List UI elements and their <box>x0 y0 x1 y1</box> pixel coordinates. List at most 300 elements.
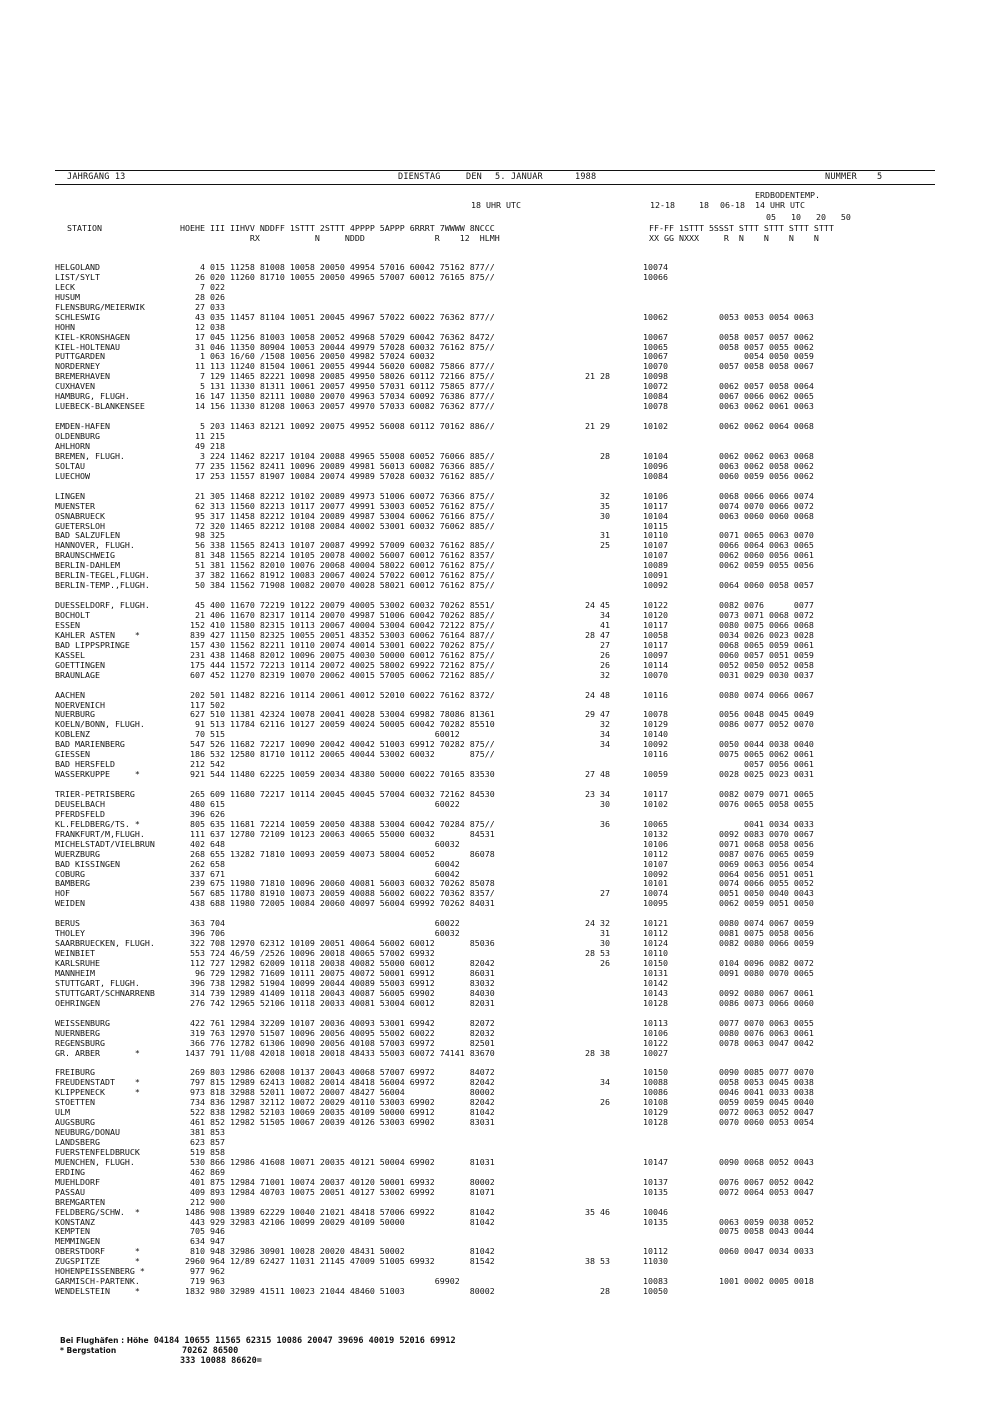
wind-gust: 28 53 <box>585 948 610 959</box>
synop-codes: 14 156 11330 81208 10063 20057 49970 57033 60082 76362 877// <box>180 401 495 412</box>
max-temp: 10116 <box>643 689 668 700</box>
soil-temps: 0068 0066 0066 0074 <box>719 490 814 501</box>
max-temp: 10117 <box>643 639 668 650</box>
soil-temps: 0058 0057 0055 0062 <box>719 341 814 352</box>
max-temp: 10147 <box>643 1156 668 1167</box>
soil-temps: 0074 0070 0066 0072 <box>719 500 814 511</box>
synop-codes: 77 235 11562 82411 10096 20089 49981 56013 60082 76366 885// <box>180 460 495 471</box>
soil-temps: 0046 0041 0033 0038 <box>719 1087 814 1098</box>
max-temp: 10104 <box>643 450 668 461</box>
synop-codes: 268 655 13282 71810 10093 20059 40073 58004 60052 86078 <box>180 848 495 859</box>
wind-gust: 21 29 <box>585 421 610 432</box>
soil-temps: 0059 0059 0045 0040 <box>719 1097 814 1108</box>
station-name: PFERDSFELD <box>55 808 105 819</box>
table-row <box>55 1049 935 1059</box>
synop-codes: 314 739 12989 41409 10118 20043 40087 56005 69902 84030 <box>180 987 495 998</box>
synop-codes: 5 203 11463 82121 10092 20075 49952 56008 60112 70162 886// <box>180 421 495 432</box>
station-name: BERLIN-DAHLEM <box>55 560 120 571</box>
soil-temps: 0072 0064 0053 0047 <box>719 1186 814 1197</box>
station-name: OSNABRUECK <box>55 510 105 521</box>
volume-label: JAHRGANG 13 <box>67 172 126 182</box>
station-name: SCHLESWIG <box>55 311 100 322</box>
soil-temps: 0062 0057 0058 0064 <box>719 381 814 392</box>
synop-codes: 49 218 <box>180 440 225 451</box>
soil-temps: 0070 0060 0053 0054 <box>719 1117 814 1128</box>
max-temp: 10112 <box>643 928 668 939</box>
station-name: NOERVENICH <box>55 699 105 710</box>
soil-temps: 0051 0050 0040 0043 <box>719 888 814 899</box>
synop-codes: 21 305 11468 82212 10102 20089 49973 51006 60072 76366 875// <box>180 490 495 501</box>
station-name: KEMPTEN <box>55 1226 90 1237</box>
station-name: WEINBIET <box>55 948 95 959</box>
synop-codes: 522 838 12982 52103 10069 20035 40109 50000 69912 81042 <box>180 1107 495 1118</box>
station-name: SOLTAU <box>55 460 85 471</box>
wind-gust: 23 34 <box>585 789 610 799</box>
station-name: KASSEL <box>55 649 85 660</box>
synop-codes: 322 708 12970 62312 10109 20051 40064 56002 60012 85036 <box>180 938 495 949</box>
synop-codes: 212 542 <box>180 759 225 770</box>
soil-temps: 0063 0062 0058 0062 <box>719 460 814 471</box>
max-temp: 10062 <box>643 311 668 322</box>
table-row <box>55 860 935 870</box>
synop-codes: 921 544 11480 62225 10059 20034 48380 50000 60022 70165 83530 <box>180 769 495 780</box>
date-label: 5. JANUAR <box>495 172 543 182</box>
synop-codes: 401 875 12984 71001 10074 20037 40120 50001 69932 80002 <box>180 1176 495 1187</box>
number-label: NUMMER <box>825 172 857 182</box>
max-temp: 10096 <box>643 460 668 471</box>
station-table <box>55 263 935 1297</box>
max-temp: 10114 <box>643 659 668 670</box>
station-name: FELDBERG/SCHW. * <box>55 1206 140 1217</box>
soil-temps: 0071 0068 0058 0056 <box>719 838 814 849</box>
synop-codes: 175 444 11572 72213 10114 20072 40025 58002 69922 72162 875// <box>180 659 495 670</box>
soil-temps: 0081 0075 0058 0056 <box>719 928 814 939</box>
max-temp: 10104 <box>643 510 668 521</box>
soil-temps: 0082 0080 0066 0059 <box>719 938 814 949</box>
table-row <box>55 512 935 522</box>
max-temp: 10102 <box>643 421 668 432</box>
soil-temps: 0068 0065 0059 0061 <box>719 639 814 650</box>
max-temp: 10058 <box>643 629 668 640</box>
soil-temps: 0073 0071 0068 0072 <box>719 610 814 620</box>
soil-depths-label: 05 10 20 50 <box>766 212 851 222</box>
station-name: STUTTGART, FLUGH. <box>55 977 140 988</box>
station-name: GOETTINGEN <box>55 659 105 670</box>
synop-codes: 11 113 11240 81504 10061 20055 49944 56020 60082 75866 877// <box>180 361 495 372</box>
synop-codes: 157 430 11562 82211 10110 20074 40014 53001 60022 70262 875// <box>180 639 495 650</box>
weekday-label: DIENSTAG <box>398 172 441 182</box>
max-temp: 10115 <box>643 520 668 531</box>
station-name: WENDELSTEIN * <box>55 1286 140 1297</box>
station-name: NUERNBERG <box>55 1027 100 1038</box>
station-name: STUTTGART/SCHNARRENB <box>55 987 155 998</box>
wind-gust: 32 <box>585 490 610 501</box>
max-temp: 10143 <box>643 987 668 998</box>
right-code-subheader: XX GG NXXX R N N N N <box>649 233 819 243</box>
station-name: OLDENBURG <box>55 431 100 441</box>
station-name: BERLIN-TEMP.,FLUGH. <box>55 580 150 591</box>
wind-gust: 25 <box>585 540 610 551</box>
max-temp: 10101 <box>643 878 668 889</box>
table-row <box>55 1039 935 1049</box>
wind-gust: 31 <box>585 928 610 939</box>
soil-temps: 0080 0076 0063 0061 <box>719 1027 814 1038</box>
synop-codes: 117 502 <box>180 699 225 710</box>
max-temp: 10121 <box>643 918 668 929</box>
max-temp: 10140 <box>643 729 668 740</box>
synop-codes: 839 427 11150 82325 10055 20051 48352 53003 60062 76164 887// <box>180 629 495 640</box>
station-name: HOHN <box>55 321 75 332</box>
synop-codes: 2960 964 12/89 62427 11031 21145 47009 51005 69932 81542 <box>180 1256 495 1267</box>
wind-gust: 34 <box>585 739 610 750</box>
max-temp: 10092 <box>643 739 668 750</box>
table-row <box>55 999 935 1009</box>
station-name: HANNOVER, FLUGH. <box>55 540 135 551</box>
station-name: REGENSBURG <box>55 1037 105 1048</box>
station-name: KONSTANZ <box>55 1216 95 1227</box>
station-name: BAMBERG <box>55 878 90 889</box>
soil-temps: 0060 0059 0056 0062 <box>719 470 814 481</box>
station-name: WEISSENBURG <box>55 1017 110 1028</box>
soil-temp-label: ERDBODENTEMP. <box>755 190 820 200</box>
synop-codes: 480 615 60022 <box>180 798 460 809</box>
right-code-header: FF-FF 1STTT 5SSST STTT STTT STTT STTT <box>649 223 834 233</box>
soil-temps: 0060 0047 0034 0033 <box>719 1246 814 1257</box>
station-name: WEIDEN <box>55 898 85 909</box>
footer-line-2: 70262 86500 <box>151 1346 239 1356</box>
station-name: LUEBECK-BLANKENSEE <box>55 401 145 412</box>
synop-codes: 797 815 12989 62413 10082 20014 48418 56004 69972 82042 <box>180 1077 495 1088</box>
max-temp: 10122 <box>643 1037 668 1048</box>
station-name: SAARBRUECKEN, FLUGH. <box>55 938 155 949</box>
max-temp: 10117 <box>643 619 668 630</box>
max-temp: 10083 <box>643 1276 668 1287</box>
max-temp: 10122 <box>643 600 668 611</box>
soil-temps: 0063 0060 0060 0068 <box>719 510 814 521</box>
station-name: GR. ARBER * <box>55 1047 140 1058</box>
max-temp: 10050 <box>643 1286 668 1297</box>
soil-temps: 0052 0050 0052 0058 <box>719 659 814 670</box>
soil-temps: 0064 0056 0051 0051 <box>719 868 814 879</box>
station-name: CUXHAVEN <box>55 381 95 392</box>
max-temp: 10095 <box>643 898 668 909</box>
soil-temps: 0062 0059 0055 0056 <box>719 560 814 571</box>
synop-codes: 366 776 12782 61306 10090 20056 40108 57003 69972 82501 <box>180 1037 495 1048</box>
soil-temps: 0066 0064 0063 0065 <box>719 540 814 551</box>
station-header: STATION <box>67 223 102 233</box>
synop-codes: 422 761 12984 32209 10107 20036 40093 53001 69942 82072 <box>180 1017 495 1028</box>
synop-codes: 7 022 <box>180 281 225 292</box>
max-temp: 10128 <box>643 1117 668 1128</box>
synop-codes: 337 671 60042 <box>180 868 460 879</box>
station-name: ERDING <box>55 1166 85 1177</box>
synop-codes: 81 348 11565 82214 10105 20078 40002 56007 60012 76162 8357/ <box>180 550 495 561</box>
max-temp: 10089 <box>643 560 668 571</box>
synop-codes: 1486 908 13989 62229 10040 21021 48418 57006 69922 81042 <box>180 1206 495 1217</box>
wind-gust: 34 <box>585 610 610 620</box>
wind-gust: 30 <box>585 510 610 521</box>
max-temp: 10107 <box>643 858 668 869</box>
max-temp: 10067 <box>643 331 668 342</box>
max-temp: 10110 <box>643 948 668 959</box>
synop-codes: 810 948 32986 30901 10028 20020 48431 50002 81042 <box>180 1246 495 1257</box>
synop-codes: 70 515 60012 <box>180 729 460 740</box>
soil-temps: 0057 0058 0058 0067 <box>719 361 814 372</box>
mountain-note: * Bergstation <box>60 1346 117 1355</box>
soil-temps: 0075 0058 0043 0044 <box>719 1226 814 1237</box>
synop-codes: 72 320 11465 82212 10108 20084 40002 53001 60032 76062 885// <box>180 520 495 531</box>
synop-codes: 627 510 11381 42324 10078 20041 40028 53004 69982 78086 81361 <box>180 709 495 720</box>
station-name: AHLHORN <box>55 440 90 451</box>
synop-codes: 4 015 11258 81008 10058 20050 49954 57016 60042 75162 877// <box>180 262 495 272</box>
station-name: HAMBURG, FLUGH. <box>55 391 130 402</box>
station-name: KLIPPENECK * <box>55 1087 140 1098</box>
synop-codes: 409 893 12984 40703 10075 20051 40127 53002 69992 81071 <box>180 1186 495 1197</box>
wind-gust: 34 <box>585 729 610 740</box>
synop-codes: 26 020 11260 81710 10055 20050 49965 57007 60012 76165 875// <box>180 271 495 282</box>
table-row <box>55 770 935 780</box>
max-temp: 10113 <box>643 1017 668 1028</box>
wind-gust: 35 46 <box>585 1206 610 1217</box>
footer-line-3: 333 10088 86620= <box>180 1356 262 1366</box>
station-name: MUENCHEN, FLUGH. <box>55 1156 135 1167</box>
synop-codes: 567 685 11780 81910 10073 20059 40088 56002 60022 70362 8357/ <box>180 888 495 899</box>
synop-codes: 269 803 12986 62008 10137 20043 40068 57007 69972 84072 <box>180 1067 495 1078</box>
table-row <box>55 402 935 412</box>
max-temp: 10106 <box>643 490 668 501</box>
station-name: KAHLER ASTEN * <box>55 629 140 640</box>
max-temp: 10128 <box>643 997 668 1008</box>
max-temp: 10092 <box>643 580 668 591</box>
soil-time-label: 14 UHR UTC <box>755 200 805 210</box>
station-name: STOETTEN <box>55 1097 95 1108</box>
wind-gust: 27 48 <box>585 769 610 780</box>
wind-gust: 21 28 <box>585 371 610 382</box>
soil-temps: 0080 0075 0066 0068 <box>719 619 814 630</box>
synop-codes: 152 410 11580 82315 10113 20067 40004 53004 60042 72122 875// <box>180 619 495 630</box>
synop-codes: 43 035 11457 81104 10051 20045 49967 57022 60022 76362 877// <box>180 311 495 322</box>
synop-codes: 519 858 <box>180 1146 225 1157</box>
synop-codes: 31 046 11350 80904 10053 20044 49979 57028 60032 76162 875// <box>180 341 495 352</box>
wind-gust: 26 <box>585 659 610 670</box>
max-temp: 10110 <box>643 530 668 541</box>
synop-codes: 91 513 11784 62116 10127 20059 40024 50005 60042 70282 85510 <box>180 719 495 730</box>
table-row <box>55 472 935 482</box>
wind-gust: 28 <box>585 1286 610 1297</box>
station-name: MICHELSTADT/VIELBRUN <box>55 838 155 849</box>
max-temp: 10091 <box>643 570 668 581</box>
soil-temps: 0063 0062 0061 0063 <box>719 401 814 412</box>
report-header-bar <box>55 170 935 185</box>
station-name: BERLIN-TEGEL,FLUGH. <box>55 570 150 581</box>
synop-codes: 973 818 32988 52011 10072 20007 48427 56004 80002 <box>180 1087 495 1098</box>
max-temp: 10027 <box>643 1047 668 1058</box>
max-temp: 10059 <box>643 769 668 780</box>
max-temp: 10092 <box>643 868 668 879</box>
synop-codes: 231 438 11468 82012 10096 20075 40030 50000 60012 76162 875// <box>180 649 495 660</box>
soil-temps: 0060 0057 0051 0059 <box>719 649 814 660</box>
soil-temps: 0069 0063 0056 0054 <box>719 858 814 869</box>
synop-codes: 3 224 11462 82217 10104 20088 49965 55008 60052 76066 885// <box>180 450 495 461</box>
station-name: PASSAU <box>55 1186 85 1197</box>
synop-codes: 265 609 11680 72217 10114 20045 40045 57004 60032 72162 84530 <box>180 789 495 799</box>
station-name: FREIBURG <box>55 1067 95 1078</box>
synop-codes: 396 626 <box>180 808 225 819</box>
max-temp: 10065 <box>643 341 668 352</box>
synop-codes: 719 963 69902 <box>180 1276 460 1287</box>
max-temp: 10066 <box>643 271 668 282</box>
station-name: THOLEY <box>55 928 85 939</box>
max-temp: 10070 <box>643 361 668 372</box>
synop-codes: 28 026 <box>180 291 225 302</box>
max-temp: 10107 <box>643 550 668 561</box>
column-headers <box>55 185 935 263</box>
max-temp: 10107 <box>643 540 668 551</box>
synop-codes: 462 869 <box>180 1166 225 1177</box>
synop-codes: 461 852 12982 51505 10067 20039 40126 53003 69902 83031 <box>180 1117 495 1128</box>
synop-codes: 212 900 <box>180 1196 225 1207</box>
soil-temps: 0054 0050 0059 <box>719 351 814 362</box>
wind-gust: 26 <box>585 649 610 660</box>
max-temp: 10046 <box>643 1206 668 1217</box>
soil-temps: 0082 0079 0071 0065 <box>719 789 814 799</box>
station-name: GIESSEN <box>55 749 90 760</box>
wind-gust: 27 <box>585 888 610 899</box>
soil-temps: 0091 0080 0070 0065 <box>719 967 814 978</box>
wind-gust: 27 <box>585 639 610 650</box>
col-18-label: 18 <box>699 200 709 210</box>
station-name: FRANKFURT/M,FLUGH. <box>55 828 145 839</box>
synop-codes: 443 929 32983 42106 10099 20029 40109 50000 81042 <box>180 1216 495 1227</box>
synop-codes: 17 045 11256 81003 10058 20052 49968 57029 60042 76362 8472/ <box>180 331 495 342</box>
synop-codes: 56 338 11565 82413 10107 20087 49992 57009 60032 76162 885// <box>180 540 495 551</box>
airport-note: Bei Flughäfen : Höhe <box>60 1336 149 1345</box>
station-name: FREUDENSTADT * <box>55 1077 140 1088</box>
synop-codes: 634 947 <box>180 1236 225 1247</box>
station-name: NEUBURG/DONAU <box>55 1127 120 1138</box>
footer-notes <box>60 1336 456 1366</box>
station-name: HELGOLAND <box>55 262 100 272</box>
station-name: BAD HERSFELD <box>55 759 115 770</box>
synop-codes: 363 704 60022 <box>180 918 460 929</box>
soil-temps: 0087 0076 0065 0059 <box>719 848 814 859</box>
wind-gust: 30 <box>585 798 610 809</box>
synop-codes: 12 038 <box>180 321 225 332</box>
station-name: MANNHEIM <box>55 967 95 978</box>
max-temp: 10070 <box>643 669 668 680</box>
soil-temps: 0053 0053 0054 0063 <box>719 311 814 322</box>
wind-gust: 28 <box>585 450 610 461</box>
synop-codes: 381 853 <box>180 1127 225 1138</box>
max-temp: 10084 <box>643 470 668 481</box>
synop-codes: 111 637 12780 72109 10123 20063 40065 55000 60032 84531 <box>180 828 495 839</box>
soil-temps: 0080 0074 0066 0067 <box>719 689 814 700</box>
max-temp: 10116 <box>643 749 668 760</box>
max-temp: 10106 <box>643 838 668 849</box>
table-row <box>55 899 935 909</box>
max-temp: 10086 <box>643 1087 668 1098</box>
max-temp: 10088 <box>643 1077 668 1088</box>
main-code-subheader: RX N NDDD R 12 HLMH <box>180 233 500 243</box>
soil-temps: 0057 0056 0061 <box>719 759 814 770</box>
synop-codes: 396 738 12982 51904 10099 20044 40089 55003 69912 83032 <box>180 977 495 988</box>
max-temp: 11030 <box>643 1256 668 1267</box>
max-temp: 10072 <box>643 381 668 392</box>
col-06-18-label: 06-18 <box>720 200 745 210</box>
station-name: FUERSTENFELDBRUCK <box>55 1146 140 1157</box>
table-row <box>55 671 935 681</box>
synop-codes: 96 729 12982 71609 10111 20075 40072 50001 69912 86031 <box>180 967 495 978</box>
synop-codes: 45 400 11670 72219 10122 20079 40005 53002 60032 70262 8551/ <box>180 600 495 611</box>
soil-temps: 0034 0026 0023 0028 <box>719 629 814 640</box>
station-name: WUERZBURG <box>55 848 100 859</box>
synop-codes: 112 727 12982 62009 10118 20038 40082 55000 60012 82042 <box>180 958 495 968</box>
station-name: MEMMINGEN <box>55 1236 100 1247</box>
soil-temps: 0080 0074 0067 0059 <box>719 918 814 929</box>
max-temp: 10106 <box>643 1027 668 1038</box>
table-row <box>55 691 935 701</box>
max-temp: 10150 <box>643 1067 668 1078</box>
station-name: MUENSTER <box>55 500 95 511</box>
station-name: BERUS <box>55 918 80 929</box>
station-name: ULM <box>55 1107 70 1118</box>
wind-gust: 26 <box>585 958 610 968</box>
station-name: LIST/SYLT <box>55 271 100 282</box>
max-temp: 10117 <box>643 789 668 799</box>
station-name: LINGEN <box>55 490 85 501</box>
table-row <box>55 1208 935 1218</box>
wind-gust: 35 <box>585 500 610 511</box>
synop-codes: 607 452 11270 82319 10070 20062 40015 57005 60062 72162 885// <box>180 669 495 680</box>
synop-codes: 553 724 46/59 /2526 10096 20018 40065 57002 69932 <box>180 948 435 959</box>
station-name: KIEL-HOLTENAU <box>55 341 120 352</box>
wind-gust: 36 <box>585 818 610 829</box>
soil-temps: 0074 0066 0055 0052 <box>719 878 814 889</box>
max-temp: 10112 <box>643 1246 668 1257</box>
station-name: HOHENPEISSENBERG * <box>55 1266 145 1277</box>
soil-temps: 0072 0063 0052 0047 <box>719 1107 814 1118</box>
synop-codes: 1437 791 11/08 42018 10018 20018 48433 55003 60072 74141 83670 <box>180 1047 495 1058</box>
synop-codes: 95 317 11458 82212 10104 20089 49987 53004 60062 76166 875// <box>180 510 495 521</box>
wind-gust: 26 <box>585 1097 610 1108</box>
wind-gust: 29 47 <box>585 709 610 720</box>
synop-codes: 186 532 12580 81710 10112 20065 40044 53002 60032 875// <box>180 749 495 760</box>
station-name: BOCHOLT <box>55 610 90 620</box>
max-temp: 10097 <box>643 649 668 660</box>
wind-gust: 24 48 <box>585 689 610 700</box>
main-code-header: HOEHE III IIHVV NDDFF 1STTT 2STTT 4PPPP 5APPP 6RRRT 7WWWW 8NCCC <box>180 223 495 233</box>
station-name: COBURG <box>55 868 85 879</box>
synop-codes: 51 381 11562 82010 10076 20068 40004 58022 60012 76162 875// <box>180 560 495 571</box>
wind-gust: 28 47 <box>585 629 610 640</box>
station-name: KOBLENZ <box>55 729 90 740</box>
max-temp: 10065 <box>643 818 668 829</box>
soil-temps: 0062 0059 0051 0050 <box>719 898 814 909</box>
synop-codes: 805 635 11681 72214 10059 20050 48388 53004 60042 70284 875// <box>180 818 495 829</box>
max-temp: 10102 <box>643 798 668 809</box>
station-name: BAD LIPPSPRINGE <box>55 639 130 650</box>
station-name: LECK <box>55 281 75 292</box>
station-name: ZUGSPITZE * <box>55 1256 140 1267</box>
synop-codes: 1 063 16/60 /1508 10056 20050 49982 57024 60032 <box>180 351 435 362</box>
station-name: KARLSRUHE <box>55 958 100 968</box>
max-temp: 10084 <box>643 391 668 402</box>
footer-line-1: 04184 10655 11565 62315 10086 20047 39696 40019 52016 69912 <box>153 1336 456 1346</box>
station-name: DEUSELBACH <box>55 798 105 809</box>
synop-codes: 62 313 11560 82213 10117 20077 49991 53003 60052 76162 875// <box>180 500 495 511</box>
day-label: DEN <box>466 172 482 182</box>
max-temp: 10129 <box>643 719 668 730</box>
